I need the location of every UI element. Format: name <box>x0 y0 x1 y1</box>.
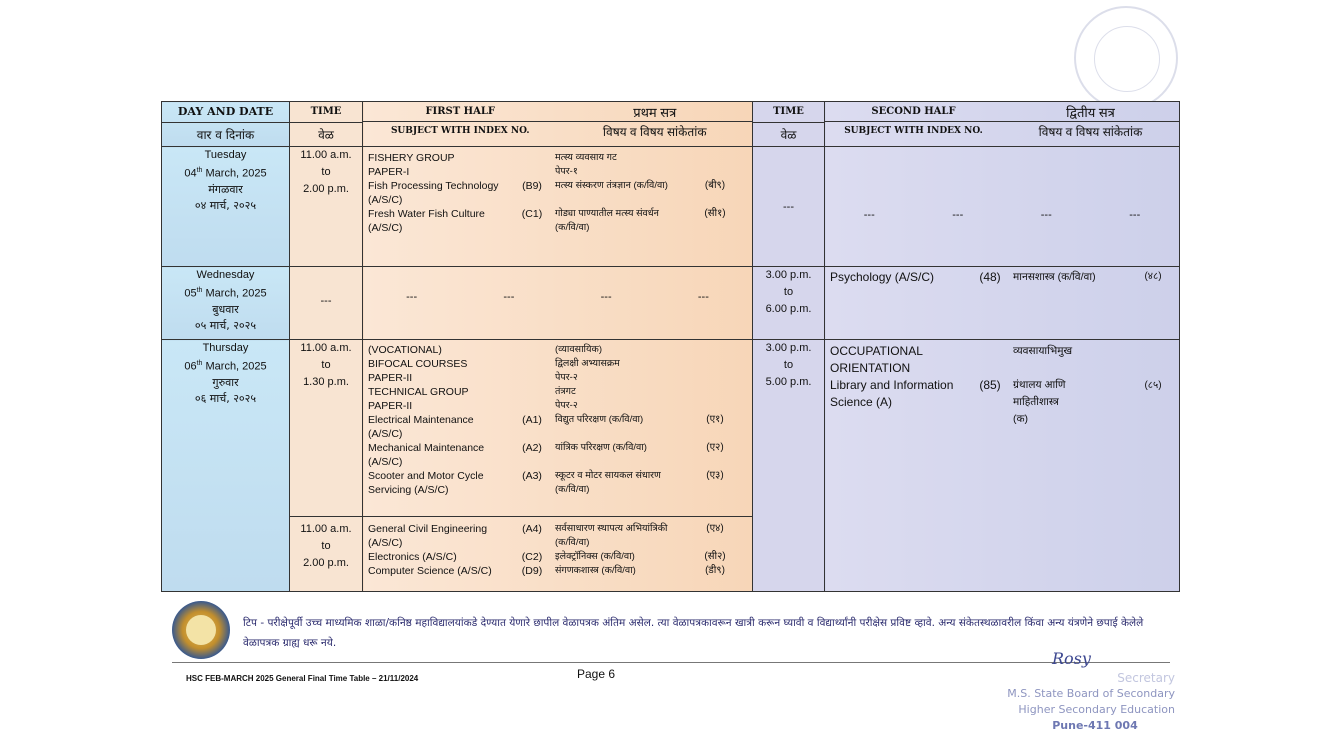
subject-code: (C2) <box>521 551 543 563</box>
first-subject-mr: विषय व विषय सांकेतांक <box>602 124 707 139</box>
footer-note: टिप - परीक्षेपूर्वी उच्च माध्यमिक शाळा/कनिष्ठ महाविद्यालयांकडे देण्यात येणारे छापील वेळापत्रक अंतिम असेल. त्या वेळापत्रकावरून खात्री करून घ्यावी व विद्यार्थ्यांनी परीक्षेस प्रविष्ट व्हावे. अन्य संकेतस्थळावरील किंवा अन्य यंत्रणेने छपाई केलेले वेळापत्रक ग्राह्य धरू नये. <box>243 617 1144 649</box>
subject-name: TECHNICAL GROUP <box>368 386 469 398</box>
header-row <box>162 102 1180 147</box>
list-item <box>363 385 752 399</box>
subject-name-mr: माहितीशास्त्र <box>1013 396 1059 408</box>
subject-code: (A2) <box>522 442 542 454</box>
dash-row: --- --- --- --- <box>863 209 1141 221</box>
subject-name: (A/S/C) <box>368 428 403 440</box>
subject-name-mr: तंत्रगट <box>555 386 576 397</box>
header-first-half <box>363 102 753 147</box>
subject-name: (VOCATIONAL) <box>368 344 442 356</box>
subject-name-mr: ग्रंथालय आणि <box>1013 379 1066 391</box>
subject-code-mr: (ए३) <box>706 470 724 481</box>
list-item <box>825 270 1179 284</box>
subject-name-mr: (क/वि/वा) <box>555 484 590 495</box>
subject-code <box>517 385 547 399</box>
day-name-mr: बुधवार <box>212 302 239 316</box>
subject-code <box>517 165 547 179</box>
subject-name-mr <box>1005 360 1133 377</box>
subject-name <box>825 411 975 428</box>
list-item <box>825 411 1179 428</box>
subject-name-mr <box>547 193 697 207</box>
subject-name: General Civil Engineering <box>368 523 488 535</box>
date-en: 06th March, 2025 <box>184 360 267 373</box>
subject-code-mr <box>697 165 733 179</box>
time-cell: 3.00 p.m. to 5.00 p.m. <box>753 340 825 592</box>
subject-code: (C1) <box>521 208 543 220</box>
first-half-en: FIRST HALF <box>425 106 496 117</box>
subject-name-mr: यांत्रिक परिरक्षण (क/वि/वा) <box>555 442 647 453</box>
time-cell: 11.00 a.m. to 1.30 p.m. <box>290 340 363 517</box>
subject-name: Fresh Water Fish Culture <box>368 208 485 220</box>
subject-code <box>517 343 547 357</box>
time-cell: 11.00 a.m. to 2.00 p.m. <box>290 147 363 267</box>
seal-line: Higher Secondary Education <box>1018 703 1175 716</box>
date-en: 04th March, 2025 <box>184 167 267 180</box>
subject-code: (B9) <box>522 180 542 192</box>
subject-code-mr <box>697 536 733 550</box>
subject-code-mr <box>697 193 733 207</box>
subject-code-mr: (८५) <box>1144 380 1162 391</box>
list-item <box>825 360 1179 377</box>
subject-name-mr: पेपर-२ <box>555 372 578 383</box>
subject-name-mr: विद्युत परिरक्षण (क/वि/वा) <box>555 414 644 425</box>
subject-list <box>363 517 752 578</box>
subject-name-mr: व्यवसायाभिमुख <box>1013 345 1073 357</box>
list-item <box>363 483 752 497</box>
first-half-subjects <box>363 340 753 517</box>
list-item <box>363 165 752 179</box>
subject-name: Electrical Maintenance <box>368 414 474 426</box>
subject-code-mr: (सी२) <box>704 551 726 562</box>
subject-code-mr: (ए४) <box>706 523 724 534</box>
subject-name-mr: पेपर-२ <box>555 400 578 411</box>
second-subject-mr: विषय व विषय सांकेतांक <box>1038 124 1143 139</box>
subject-code-mr: (बी९) <box>704 180 726 191</box>
subject-list <box>363 340 752 497</box>
subject-code-mr: (ए२) <box>706 442 724 453</box>
board-logo <box>172 601 230 659</box>
subject-name: Scooter and Motor Cycle <box>368 470 484 482</box>
header-day <box>162 102 290 147</box>
subject-name: BIFOCAL COURSES <box>368 358 468 370</box>
subject-name: Servicing (A/S/C) <box>368 484 449 496</box>
second-half-subjects <box>825 340 1180 592</box>
subject-code-mr <box>697 427 733 441</box>
list-item <box>363 536 752 550</box>
list-item <box>363 357 752 371</box>
subject-name-mr: सर्वसाधारण स्थापत्य अभियांत्रिकी <box>555 523 668 534</box>
subject-code-mr <box>1133 394 1173 411</box>
subject-name: (A/S/C) <box>368 222 403 234</box>
time-cell: 11.00 a.m. to 2.00 p.m. <box>290 517 363 592</box>
subject-code <box>517 399 547 413</box>
list-item <box>363 441 752 455</box>
dash-row: --- --- --- --- <box>406 291 709 303</box>
list-item <box>363 151 752 165</box>
subject-name-mr: इलेक्ट्रॉनिक्स (क/वि/वा) <box>555 551 635 562</box>
list-item <box>363 550 752 564</box>
subject-code: (85) <box>979 378 1001 392</box>
subject-name-mr: स्कूटर व मोटर सायकल संधारण <box>555 470 661 481</box>
subject-name-mr: (क/वि/वा) <box>555 222 590 233</box>
date-mr: ०६ मार्च, २०२५ <box>194 391 257 405</box>
subject-name-mr: गोड्या पाण्यातील मत्स्य संवर्धन <box>555 208 659 219</box>
list-item <box>363 455 752 469</box>
seal-line: Secretary <box>1117 671 1175 685</box>
subject-code <box>975 411 1005 428</box>
day-cell <box>162 267 290 340</box>
day-name-mr: गुरुवार <box>212 375 239 389</box>
list-item <box>363 427 752 441</box>
subject-name: OCCUPATIONAL <box>830 344 923 358</box>
list-item <box>363 469 752 483</box>
subject-list <box>825 267 1179 284</box>
subject-name-mr <box>547 427 697 441</box>
time-cell: --- <box>753 147 825 267</box>
day-name: Tuesday <box>204 149 247 161</box>
header-day-mr: वार व दिनांक <box>196 128 255 142</box>
subject-name: Science (A) <box>830 395 893 409</box>
header-time-second <box>753 102 825 147</box>
time-cell: --- <box>290 267 363 340</box>
subject-code-mr: (४८) <box>1144 271 1162 282</box>
table-row <box>162 267 1180 340</box>
subject-name: ORIENTATION <box>830 361 911 375</box>
subject-code: (48) <box>979 270 1001 284</box>
second-half-en: SECOND HALF <box>871 106 956 117</box>
subject-code-mr <box>697 455 733 469</box>
subject-code <box>517 221 547 235</box>
table-row <box>162 147 1180 267</box>
list-item <box>363 207 752 221</box>
subject-name: PAPER-II <box>368 400 413 412</box>
list-item <box>363 564 752 578</box>
day-cell <box>162 340 290 592</box>
header-time-first <box>290 102 363 147</box>
seal-line: Pune-411 004 <box>1052 719 1138 732</box>
subject-code-mr <box>697 483 733 497</box>
subject-code: (A1) <box>522 414 542 426</box>
subject-code-mr: (डी९) <box>705 565 725 576</box>
subject-name: Electronics (A/S/C) <box>368 551 457 563</box>
list-item <box>825 377 1179 394</box>
subject-code <box>517 151 547 165</box>
subject-name-mr: (क) <box>1013 413 1029 425</box>
list-item <box>363 522 752 536</box>
subject-code-mr <box>697 221 733 235</box>
subject-name: Fish Processing Technology <box>368 180 499 192</box>
subject-code: (A3) <box>522 470 542 482</box>
seal-inner-ring <box>1094 26 1160 92</box>
first-half-subjects <box>363 147 753 267</box>
subject-list <box>825 340 1179 428</box>
first-half-subjects <box>363 267 753 340</box>
subject-code <box>517 536 547 550</box>
seal-line: M.S. State Board of Secondary <box>1007 687 1175 700</box>
subject-code <box>517 371 547 385</box>
list-item <box>825 343 1179 360</box>
board-seal-stamp <box>1074 6 1178 110</box>
subject-name: (A/S/C) <box>368 537 403 549</box>
subject-name-mr: मानसशास्त्र (क/वि/वा) <box>1013 271 1096 283</box>
subject-name: (A/S/C) <box>368 194 403 206</box>
page-number: Page 6 <box>577 667 616 681</box>
header-time2-en: TIME <box>753 102 824 123</box>
list-item <box>363 399 752 413</box>
subject-code-mr <box>697 385 733 399</box>
header-time2-mr: वेळ <box>780 128 797 142</box>
subject-code <box>975 394 1005 411</box>
subject-name-mr: (व्यावसायिक) <box>555 344 602 355</box>
subject-name-mr: पेपर-१ <box>555 166 578 177</box>
subject-code <box>975 360 1005 377</box>
footer-divider <box>172 662 1170 663</box>
date-mr: ०५ मार्च, २०२५ <box>194 318 257 332</box>
subject-code <box>517 455 547 469</box>
subject-code-mr <box>697 151 733 165</box>
subject-code-mr <box>1133 360 1173 377</box>
subject-name-mr: संगणकशास्त्र (क/वि/वा) <box>555 565 636 576</box>
first-half-subjects <box>363 517 753 592</box>
first-half-mr: प्रथम सत्र <box>633 104 677 120</box>
list-item <box>363 221 752 235</box>
subject-name-mr <box>547 455 697 469</box>
subject-code <box>517 193 547 207</box>
header-time-en: TIME <box>290 102 362 123</box>
subject-code-mr <box>697 371 733 385</box>
table-row <box>162 340 1180 517</box>
subject-name-mr: द्विलक्षी अभ्यासक्रम <box>555 358 620 369</box>
subject-code <box>517 357 547 371</box>
footer-document-title: HSC FEB-MARCH 2025 General Final Time Table – 21/11/2024 <box>186 674 419 683</box>
date-mr: ०४ मार्च, २०२५ <box>194 198 257 212</box>
second-half-mr: द्वितीय सत्र <box>1066 104 1115 120</box>
subject-code <box>517 427 547 441</box>
day-name: Thursday <box>202 342 249 354</box>
list-item <box>363 371 752 385</box>
second-half-subjects <box>825 147 1180 267</box>
subject-code-mr <box>697 357 733 371</box>
subject-code-mr: (सी१) <box>704 208 726 219</box>
day-cell <box>162 147 290 267</box>
subject-code: (D9) <box>521 565 543 577</box>
first-subject-en: SUBJECT WITH INDEX NO. <box>390 126 530 136</box>
header-time-mr: वेळ <box>318 128 334 142</box>
list-item <box>825 394 1179 411</box>
subject-name: FISHERY GROUP <box>368 152 455 164</box>
subject-name-mr: (क/वि/वा) <box>555 537 590 548</box>
subject-list <box>363 147 752 235</box>
second-half-subjects <box>825 267 1180 340</box>
subject-code <box>517 483 547 497</box>
list-item <box>363 179 752 193</box>
time-cell: 3.00 p.m. to 6.00 p.m. <box>753 267 825 340</box>
subject-code-mr <box>697 343 733 357</box>
list-item <box>363 413 752 427</box>
day-name: Wednesday <box>196 269 255 281</box>
subject-name: Library and Information <box>830 378 954 392</box>
subject-name: Psychology (A/S/C) <box>830 270 935 284</box>
subject-name-mr: मत्स्य संस्करण तंत्रज्ञान (क/वि/वा) <box>555 180 668 191</box>
signature: Rosy <box>1052 649 1091 668</box>
subject-code-mr <box>1133 343 1173 360</box>
subject-name: (A/S/C) <box>368 456 403 468</box>
list-item <box>363 343 752 357</box>
day-name-mr: मंगळवार <box>208 182 243 196</box>
subject-code: (A4) <box>522 523 542 535</box>
subject-name: Computer Science (A/S/C) <box>368 565 492 577</box>
timetable <box>161 101 1180 592</box>
date-en: 05th March, 2025 <box>184 287 267 300</box>
secretary-seal <box>975 670 1175 734</box>
subject-code-mr <box>1133 411 1173 428</box>
subject-name: PAPER-II <box>368 372 413 384</box>
subject-name: Mechanical Maintenance <box>368 442 485 454</box>
header-day-en: DAY AND DATE <box>162 102 289 123</box>
list-item <box>363 193 752 207</box>
subject-code-mr <box>697 399 733 413</box>
subject-code <box>975 343 1005 360</box>
subject-name: PAPER-I <box>368 166 410 178</box>
second-subject-en: SUBJECT WITH INDEX NO. <box>844 126 983 136</box>
subject-name-mr: मत्स्य व्यवसाय गट <box>555 152 617 163</box>
header-second-half <box>825 102 1180 147</box>
subject-code-mr: (ए१) <box>706 414 724 425</box>
